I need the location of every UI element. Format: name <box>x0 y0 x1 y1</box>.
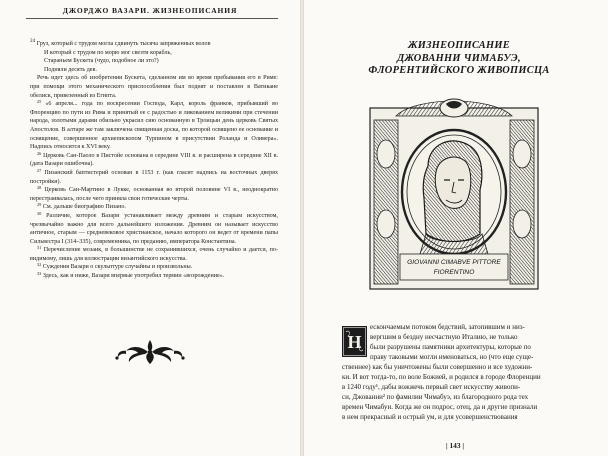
note-number: 32 <box>37 262 42 268</box>
body-line: были разрушены памятники архитектуры, которые по <box>370 343 531 351</box>
endnote: $^{27}$ Пизанский баптистерий основан в 1153 г. (как гласит надпись на восточных дверях постройки). <box>30 167 278 185</box>
note-number: 30 <box>37 210 42 216</box>
verse-block <box>30 37 278 74</box>
body-line: в нем прекрасный и острый ум, и для усовершенствования <box>342 413 518 421</box>
verse-line: Стараньем Бускета (чудо, подобное ли это?) <box>44 58 159 65</box>
body-line: времен Чимабуи. Когда же он подрос, отец, да и другие признали <box>342 403 538 411</box>
endnote: Речь идет здесь об изобретении Бускета, сделанном им во время пребывания его в Риме: при помощи этого механического приспособления был поднят и поставлен в Ватикане обелиск, привезенный из Египта. <box>30 75 278 99</box>
endnote: $^{25}$ «6 апреля... года по воскресении Господа, Карл, король франков, прибывший во Флоренцию по пути из Рима и принятый ее с радостью и ликованием великими при стечении народа, золотыми дарами обильно украсил сию основанную в Троицын день церковь Святых Апостолов. В алтаре же там заключена священная доска, по которой освящено ее основание и освящение, совершенное архиепископом Турпином в присутствии Роланда и Оливера». Надпись относится к XVI веку. <box>30 99 278 151</box>
chapter-title-line: ЖИЗНЕОПИСАНИЕ <box>407 40 511 51</box>
endnotes <box>30 37 278 281</box>
body-line: в 1240 году¹, дабы вожжечь первый свет искусству живопи- <box>342 383 521 391</box>
body-line: ки. И вот тогда-то, по воле Божией, и родился в городе Флоренции <box>342 373 541 381</box>
note-number: 25 <box>37 99 42 105</box>
chapter-title-line: ФЛОРЕНТИЙСКОГО ЖИВОПИСЦА <box>368 65 550 76</box>
body-line: си, Джованни² по фамилии Чимабуэ, из благородного рода тех <box>342 393 529 401</box>
endnote: $^{29}$ См. дальше биографию Пизано. <box>37 202 126 211</box>
body-line: ственнее) как бы уничтожены были совершенно и все художни- <box>342 363 533 371</box>
endnote: $^{26}$ Церковь Сан-Паоло в Пистойе основана в середине VIII в. и расширена в середине XII в. (дата Вазари ошибочна). <box>30 150 278 168</box>
portrait-caption-line: GIOVANNI CIMABVE PITTORE <box>407 259 501 266</box>
endnote: $^{30}$ Различие, которое Вазари устанавливает между древним и старым искусством, чрезвычайно важно для всего дальнейшего изложения. Древним он называет искусство античное, старым — средневековое христианское, начало которого он ведет от времени папы Сильвестра I (314–335), современника, по преданию, императора Константина. <box>30 210 278 245</box>
portrait-caption-line: FIORENTINO <box>433 269 475 276</box>
page-number: | 143 | <box>446 441 465 450</box>
body-line: праву таковыми могли именоваться, но (что еще суще- <box>370 353 534 361</box>
note-number: 33 <box>37 271 42 277</box>
left-page <box>0 0 300 456</box>
note-number: 28 <box>37 185 42 191</box>
note-number: 27 <box>37 167 42 173</box>
endnote: $^{28}$ Церковь Сан-Мартино в Лукке, основанная во второй половине VI в., неоднократно перестраивалась, после чего приняла свои готические черты. <box>30 185 278 202</box>
chapter-body-text <box>342 322 568 422</box>
portrait-engraving <box>366 94 542 291</box>
note-number: 26 <box>37 150 42 156</box>
endnote: $^{32}$ Суждения Вазари о скульптуре случайны и произвольны. <box>37 262 193 271</box>
chapter-title-line: ДЖОВАННИ ЧИМАБУЭ, <box>397 52 521 64</box>
verse-line: И который с трудом по морю мог свезти корабль, <box>44 49 172 56</box>
running-head-rule <box>26 18 278 19</box>
note-number: 24 <box>30 38 36 44</box>
note-number: 29 <box>37 202 42 208</box>
fleuron-ornament <box>112 337 188 367</box>
endnote: $^{33}$ Здесь, как и ниже, Вазари впервые употребил термин «возрождение». <box>37 271 225 280</box>
running-head: ДЖОРДЖО ВАЗАРИ. ЖИЗНЕОПИСАНИЯ <box>62 6 238 15</box>
drop-cap-letter: Н <box>347 332 362 352</box>
chapter-title <box>352 40 566 78</box>
verse-line: $^{24}$ Груз, который с трудом могла сдвинуть тысяча запряженных волов <box>30 38 211 48</box>
note-number: 31 <box>37 245 42 251</box>
body-line: вергшим в бездну несчастную Италию, не только <box>370 333 518 341</box>
endnote: $^{31}$ Перечисление мозаик, в большинстве не сохранившихся, очень случайно и дается, по-видимому, лишь для иллюстрации византийского искусства. <box>30 245 279 262</box>
verse-line: Подняли десять дев. <box>44 66 97 73</box>
body-line: ескончаемым потоком бедствий, затопившим и низ- <box>370 323 525 331</box>
